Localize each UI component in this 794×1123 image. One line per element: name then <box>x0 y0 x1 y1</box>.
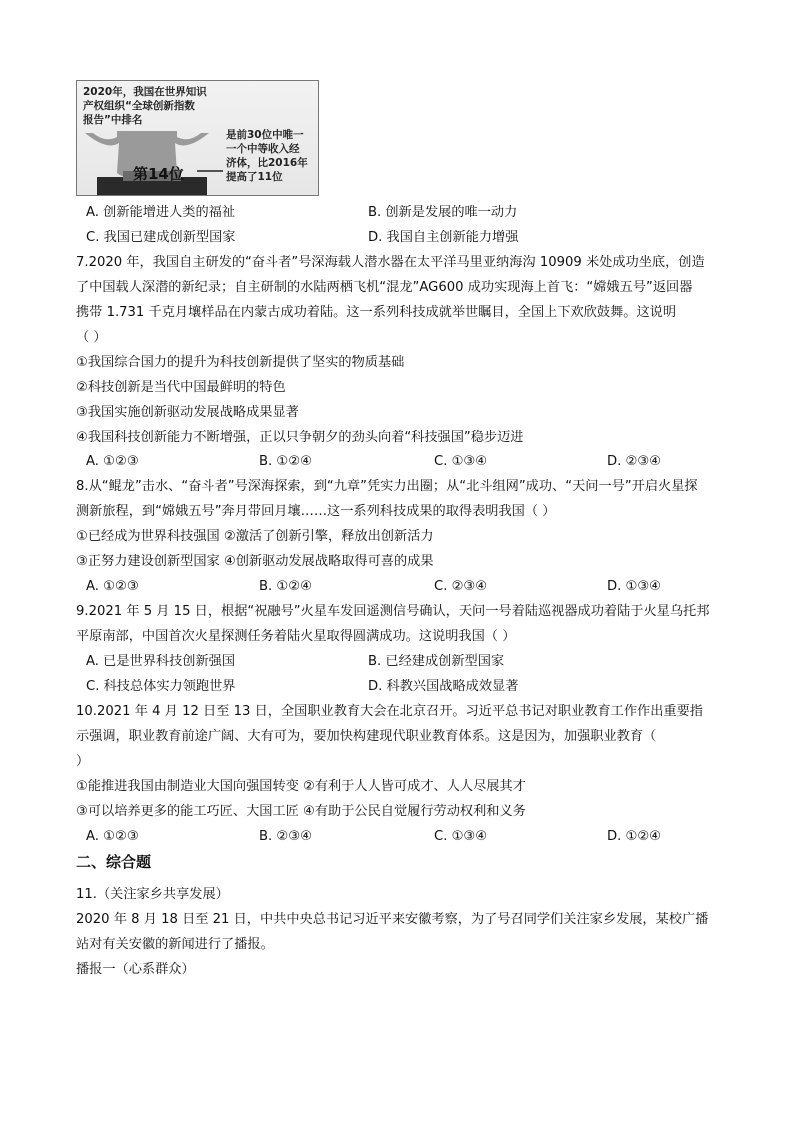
figure-side-line-4: 提高了11位 <box>226 171 283 183</box>
figure-box-line-2: 产权组织“全球创新指数 <box>83 100 195 112</box>
q10-line-3: ） <box>76 754 90 769</box>
figure-side-line-1: 是前30位中唯一 <box>226 129 304 141</box>
figure-side-line-2: 一个中等收入经 <box>226 143 300 155</box>
q6-option-d[interactable]: D. 我国自主创新能力增强 <box>368 230 519 245</box>
q8-option-c[interactable]: C. ②③④ <box>434 579 488 594</box>
q7-option-b[interactable]: B. ①②④ <box>259 454 312 469</box>
q8-statement-2: ③正努力建设创新型国家 ④创新驱动发展战略取得可喜的成果 <box>76 554 434 569</box>
q9-option-a[interactable]: A. 已是世界科技创新强国 <box>86 654 236 669</box>
q7-statement-4: ④我国科技创新能力不断增强，正以只争朝夕的劲头向着“科技强国”稳步迈进 <box>76 430 524 445</box>
q7-statement-2: ②科技创新是当代中国最鲜明的特色 <box>76 380 286 395</box>
q10-line-2: 示强调，职业教育前途广阔、大有可为，要加快构建现代职业教育体系。这是因为，加强职业教育（ <box>76 729 657 744</box>
q8-option-b[interactable]: B. ①②④ <box>259 579 312 594</box>
figure-ranking-image <box>76 80 319 196</box>
q6-option-c[interactable]: C. 我国已建成创新型国家 <box>86 230 236 245</box>
q11-line-3: 站对有关安徽的新闻进行了播报。 <box>76 937 274 952</box>
q9-option-d[interactable]: D. 科教兴国战略成效显著 <box>368 679 519 694</box>
figure-side-line-3: 济体，比2016年 <box>226 157 308 169</box>
q7-line-2: 了中国载人深潜的新纪录；自主研制的水陆两栖飞机“混龙”AG600 成功实现海上首飞：“嫦娥五号”返回器 <box>76 280 693 295</box>
q7-option-a[interactable]: A. ①②③ <box>86 454 139 469</box>
q10-line-1: 10.2021 年 4 月 12 日至 13 日，全国职业教育大会在北京召开。习近平总书记对职业教育工作作出重要指 <box>76 704 703 719</box>
figure-box-line-3: 报告”中排名 <box>83 114 143 126</box>
q8-statement-1: ①已经成为世界科技强国 ②激活了创新引擎，释放出创新活力 <box>76 529 434 544</box>
q7-line-3: 携带 1.731 千克月壤样品在内蒙古成功着陆。这一系列科技成就举世瞩目，全国上下欢欣鼓舞。这说明 <box>76 305 677 320</box>
q8-line-1: 8.从“鲲龙”击水、“奋斗者”号深海探索，到“九章”凭实力出圈；从“北斗组网”成功、“天问一号”开启火星探 <box>76 479 698 494</box>
q11-line-4: 播报一（心系群众） <box>76 962 195 977</box>
q11-line-1: 11.（关注家乡共享发展） <box>76 887 229 902</box>
q7-statement-1: ①我国综合国力的提升为科技创新提供了坚实的物质基础 <box>76 355 405 370</box>
q10-option-b[interactable]: B. ②③④ <box>259 829 312 844</box>
q8-option-d[interactable]: D. ①③④ <box>607 579 662 594</box>
q10-statement-2: ③可以培养更多的能工巧匠、大国工匠 ④有助于公民自觉履行劳动权利和义务 <box>76 804 526 819</box>
q10-option-d[interactable]: D. ①②④ <box>607 829 662 844</box>
q6-option-a[interactable]: A. 创新能增进人类的福祉 <box>86 205 236 220</box>
q8-option-a[interactable]: A. ①②③ <box>86 579 139 594</box>
q9-option-b[interactable]: B. 已经建成创新型国家 <box>368 654 505 669</box>
q10-option-c[interactable]: C. ①③④ <box>434 829 488 844</box>
q7-statement-3: ③我国实施创新驱动发展战略成果显著 <box>76 405 299 420</box>
q7-line-1: 7.2020 年，我国自主研发的“奋斗者”号深海载人潜水器在太平洋马里亚纳海沟 10909 米处成功坐底，创造 <box>76 255 705 270</box>
q7-line-4: （ ） <box>76 330 107 345</box>
section-title: 二、综合题 <box>76 853 152 871</box>
q10-option-a[interactable]: A. ①②③ <box>86 829 139 844</box>
figure-rank: 第14位 <box>133 165 184 183</box>
q7-option-c[interactable]: C. ①③④ <box>434 454 488 469</box>
figure-box-line-1: 2020年，我国在世界知识 <box>83 86 207 98</box>
q10-statement-1: ①能推进我国由制造业大国向强国转变 ②有利于人人皆可成才、人人尽展其才 <box>76 779 526 794</box>
q7-option-d[interactable]: D. ②③④ <box>607 454 662 469</box>
q6-option-b[interactable]: B. 创新是发展的唯一动力 <box>368 205 518 220</box>
q9-line-2: 平原南部，中国首次火星探测任务着陆火星取得圆满成功。这说明我国（ ） <box>76 629 516 644</box>
q11-line-2: 2020 年 8 月 18 日至 21 日，中共中央总书记习近平来安徽考察，为了号召同学们关注家乡发展，某校广播 <box>76 912 709 927</box>
q8-line-2: 测新旅程，到“嫦娥五号”奔月带回月壤……这一系列科技成果的取得表明我国（ ） <box>76 504 556 519</box>
q9-option-c[interactable]: C. 科技总体实力领跑世界 <box>86 679 236 694</box>
q9-line-1: 9.2021 年 5 月 15 日，根据“祝融号”火星车发回遥测信号确认，天问一号着陆巡视器成功着陆于火星乌托邦 <box>76 604 710 619</box>
